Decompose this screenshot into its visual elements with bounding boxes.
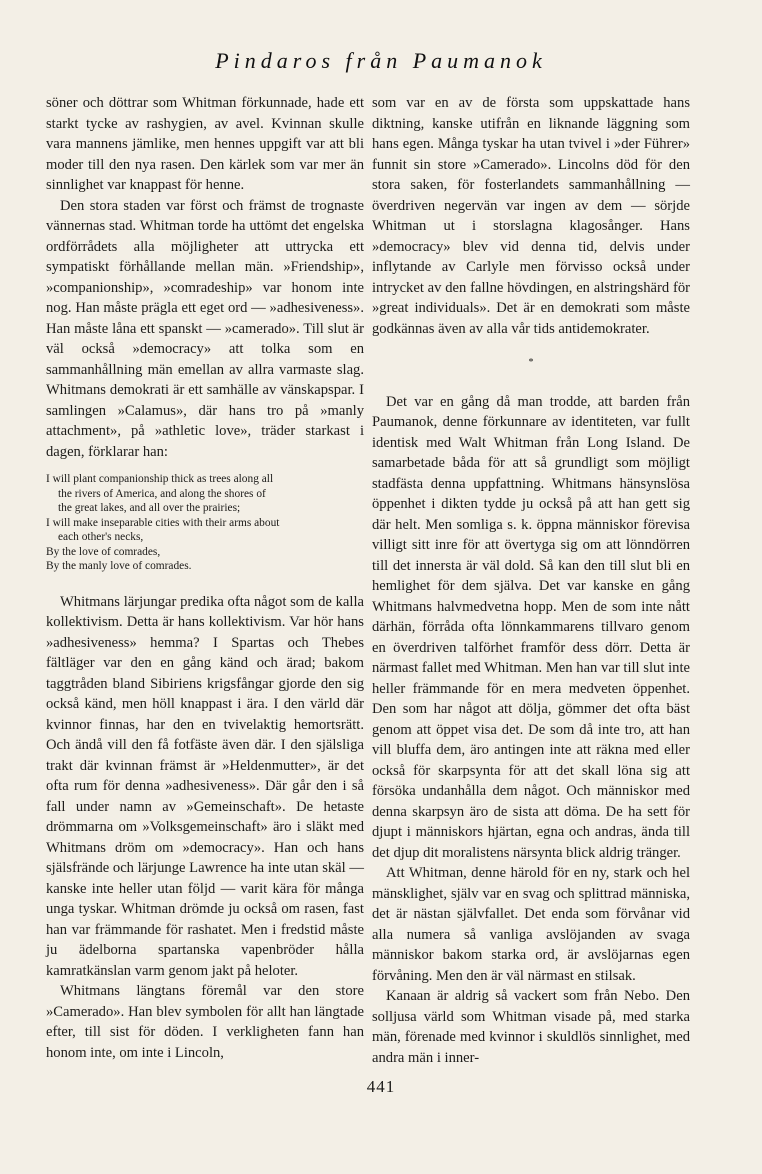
paragraph: Den stora staden var först och främst de trognaste vännernas stad. Whitman torde ha uttömt det engelska ordförrådets alla möjligheter att uttrycka ett sympatiskt förhållande mellan män. »Friendship», »companionship», »comradeship» var honom inte nog. Han måste prägla ett eget ord — »adhesiveness». Han måste låna ett spanskt — »camerado». Till slut är väl också »democracy» att tolka som en sammanhållning män emellan av allra varmaste slag. Whitmans demokrati är ett samhälle av vänskapspar. I samlingen »Calamus», där hans tro på »manly attachment», på »athletic love», träder starkast i dagen, förklarar han: (46, 197, 364, 460)
poem-line: I will make inseparable cities with their arms about (46, 516, 280, 529)
right-column (372, 93, 690, 1068)
section-separator: * (528, 357, 534, 368)
poem-line: each other's necks, (58, 531, 144, 543)
paragraph: Whitmans lärjungar predika ofta något som de kalla kollektivism. Detta är hans kollektivism. Var hör hans »adhesiveness» hemma? I Spartas och Thebes fältläger var den en gång känd och ärad; bakom taggtråden bland Sibiriens krigsfångar gjorde den sig också känd, men höll knappast i ära. I den värld där kvinnor finnas, har den en tvivelaktig hemortsrätt. Och ändå vill den få fotfäste även där. I den själsliga trakt där kvinnan främst är »Heldenmutter», är det ofta rum för denna »adhesiveness». Där går den i så fall under namn av »Gemeinschaft». De hetaste drömmarna om »Volksgemeinschaft» äro i släkt med Whitmans dröm om »democracy». Han och hans själsfrände och lärjunge Lawrence ha inte utan skäl — kanske inte heller utan följd — varit kära för många unga tyskar. Whitman drömde ju också om rasen, fast han var främmande för rashatet. Men i fredstid måste ju ädelborna spartanska vapenbröder hålla kamratkänslan varm genom jakt på heloter. (46, 593, 364, 979)
paragraph: Att Whitman, denne härold för en ny, stark och hel mänsklighet, själv var en svag och splittrad människa, det är nästan självfallet. Det enda som förvånar vid alla numera så vanliga avslöjanden av svaga människor bakom starka ord, är avslöjarnas egen förvåning. Men den är väl närmast en stilsak. (372, 865, 690, 984)
poem-quote (46, 472, 364, 574)
paragraph: Kanaan är aldrig så vackert som från Nebo. Den solljusa värld som Whitman visade på, med starka män, förenade med kvinnor i skuldlös sinnlighet, med andra män i inner- (372, 988, 690, 1066)
paragraph: Whitmans längtans föremål var den store »Camerado». Han blev symbolen för allt han längtade efter, till sist för döden. I verkligheten fann han honom inte, om inte i Lincoln, (46, 983, 364, 1061)
page-number: 441 (366, 1077, 396, 1096)
paragraph: som var en av de första som uppskattade hans diktning, kanske utifrån en liknande läggning som hans egen. Många tyskar ha utan tvivel i »der Führer» funnit sin store »Camerado». Lincolns död för den stora saken, för fosterlandets sammanhållning — överdriven negervän var ingen av dem — sörjde Whitman ut i storslagna klagosånger. Hans »democracy» blev vid denna tid, delvis under inflytande av Carlyle men förvisso också under intrycket av den fallne hövdingen, en alstringshärd för »great individuals». Det är en demokrati som måste godkännas även av alla vår tids antidemokrater. (372, 95, 690, 337)
poem-line: By the love of comrades, (46, 545, 161, 558)
paragraph: Det var en gång då man trodde, att barden från Paumanok, denne förkunnare av identiteten, var fullt identisk med Walt Whitman från Long Island. De samarbetade båda för att så grundligt som möjligt stadfästa denna uppfattning. Whitmans hänsynslösa öppenhet i dikten tydde ju också på att han gett sig där helt. Men somliga s. k. öppna människor förevisa villigt sitt inre för att övertyga sig om att lönndörren till det innersta är väl dold. Så kan den till slut bli en hemlighet för dem själva. Det var kanske en gång Whitmans halvmedvetna hopp. Men de som inte nått därhän, förråda ofta lönnkammarens tillvaro genom en överdriven talförhet framför dess dörr. Detta är närmast fallet med Whitman. Men han var till slut inte heller främmande för en mera medveten öppenhet. Den som har något att dölja, gömmer det ofta bäst genom att öppet visa det. De som då inte tro, att han vill bluffa dem, äro antingen inte att räkna med eller också för skarpsynta för att det skall löna sig att försöka undanhålla dem något. Och människor med denna skarpsyn äro de sista att döma. De ha sett för djupt i människors hjärtan, egna och andras, ända till det djup dit moralistens närsynta blick aldrig tränger. (372, 393, 690, 861)
poem-line: the rivers of America, and along the shores of (58, 487, 266, 500)
poem-line: I will plant companionship thick as trees along all (46, 473, 274, 485)
left-column (46, 93, 364, 1063)
running-header: Pindaros från Paumanok (215, 48, 547, 73)
poem-line: the great lakes, and all over the prairies; (58, 502, 241, 514)
paragraph: söner och döttrar som Whitman förkunnade, hade ett starkt tycke av rashygien, av avel. Kvinnan skulle vara mannens jämlike, men hennes uppgift var att bli moder till den nya rasen. Den kärlek som var mer än sinnlighet var knappast för henne. (46, 95, 364, 193)
poem-line: By the manly love of comrades. (46, 560, 192, 572)
